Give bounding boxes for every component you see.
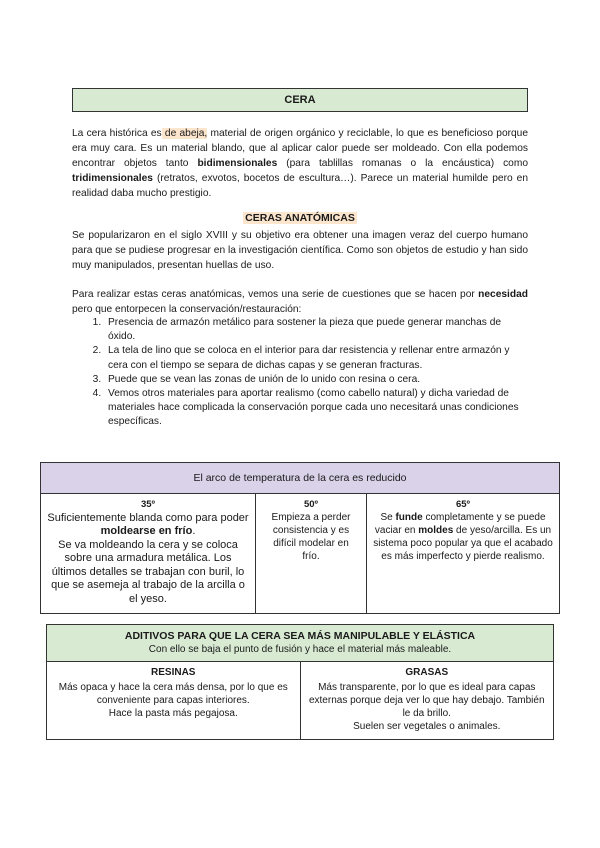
list-item: 1. Presencia de armazón metálico para sostener la pieza que puede generar manchas de óxido. <box>104 316 528 344</box>
cell-text: Más opaca y hace la cera más densa, por lo que es conveniente para capas interiores. <box>58 682 288 706</box>
section-heading-text: CERAS ANATÓMICAS <box>245 212 355 224</box>
cell-text: Suelen ser vegetales o animales. <box>353 721 501 732</box>
anatomicas-paragraph-2 <box>72 287 528 317</box>
bold-moldes: moldes <box>418 525 454 536</box>
resinas-label: RESINAS <box>151 667 196 678</box>
temp-cell-35 <box>41 494 256 614</box>
intro-text: material de origen orgánico y reciclable, lo que es beneficioso porque era muy cara. Es un material blando, que al aplicar calor puede ser moldeado. Con ella podemos encontrar objetos tanto <box>72 128 529 169</box>
temperature-table-header: El arco de temperatura de la cera es reducido <box>41 463 560 494</box>
additives-table-header <box>47 625 554 662</box>
bold-bidimensionales: bidimensionales <box>197 158 278 169</box>
cell-text: completamente y se puede vaciar en <box>374 512 546 536</box>
anatomicas-paragraph-1: Se popularizaron en el siglo XVIII y su objetivo era obtener una imagen veraz del cuerpo humano para que se pudiese progresar en la investigación científica. Como son objetos de estudio y han sido muy manipulados, presentan huellas de uso. <box>72 230 528 271</box>
highlight-de-abeja: de abeja, <box>161 128 208 139</box>
temp-cell-50 <box>256 494 367 614</box>
additives-table <box>46 624 554 740</box>
cell-text: Empieza a perder consistencia y es difícil modelar en frío. <box>271 512 351 562</box>
cell-text: . <box>192 525 196 537</box>
temp-label-65: 65º <box>455 499 471 510</box>
list-item: 3. Puede que se vean las zonas de unión de lo unido con resina o cera. <box>104 373 528 387</box>
document-title <box>72 88 528 112</box>
grasas-label: GRASAS <box>405 667 449 678</box>
bold-moldearse-en-frio: moldearse en frío <box>100 525 193 537</box>
temp-label-50: 50º <box>303 499 319 510</box>
resinas-cell <box>47 662 301 740</box>
cell-text: Se <box>380 512 396 523</box>
cell-text: Hace la pasta más pegajosa. <box>108 708 238 719</box>
cell-text: Se va moldeando la cera y se coloca sobre una armadura metálica. Los últimos detalles se trabajan con buril, lo que se asemeja al trabajo de la arcilla o el yeso. <box>51 538 245 605</box>
paragraph-text: pero que entorpecen la conservación/restauración: <box>72 304 302 315</box>
issues-list <box>72 316 528 430</box>
list-item: 2. La tela de lino que se coloca en el interior para dar resistencia y rellenar entre armazón y cera con el tiempo se separa de dichas capas y se generan fracturas. <box>104 344 528 372</box>
additives-subtitle: Con ello se baja el punto de fusión y hace el material más maleable. <box>148 644 452 655</box>
grasas-cell <box>300 662 554 740</box>
temp-cell-65 <box>367 494 560 614</box>
intro-text: La cera histórica es <box>72 128 162 139</box>
bold-tridimensionales: tridimensionales <box>72 173 153 184</box>
bold-funde: funde <box>395 512 423 523</box>
cell-text: Suficientemente blanda como para poder <box>47 511 249 524</box>
paragraph-text: Para realizar estas ceras anatómicas, vemos una serie de cuestiones que se hacen por <box>72 289 479 300</box>
list-item: 4. Vemos otros materiales para aportar realismo (como cabello natural) y dicha variedad de materiales hace complicada la conservación porque cada uno necesitará unas condiciones específicas. <box>104 387 528 430</box>
temp-label-35: 35º <box>140 499 156 510</box>
cell-text: de yeso/arcilla. Es un sistema poco popular ya que el acabado es más imperfecto y pierde realismo. <box>373 525 553 562</box>
bold-necesidad: necesidad <box>478 289 528 300</box>
document-title-text: CERA <box>284 94 316 106</box>
intro-text: (para tablillas romanas o la encáustica) como <box>277 158 528 169</box>
section-heading-anatomicas <box>0 212 600 224</box>
intro-paragraph <box>72 126 528 201</box>
additives-title: ADITIVOS PARA QUE LA CERA SEA MÁS MANIPULABLE Y ELÁSTICA <box>124 630 476 642</box>
cell-text: Más transparente, por lo que es ideal para capas externas porque deja ver lo que hay debajo. También le da brillo. <box>308 682 545 719</box>
intro-text: (retratos, exvotos, bocetos de escultura…). Parece un material humilde pero en realidad daba mucho prestigio. <box>72 173 528 199</box>
temperature-table <box>40 462 560 614</box>
